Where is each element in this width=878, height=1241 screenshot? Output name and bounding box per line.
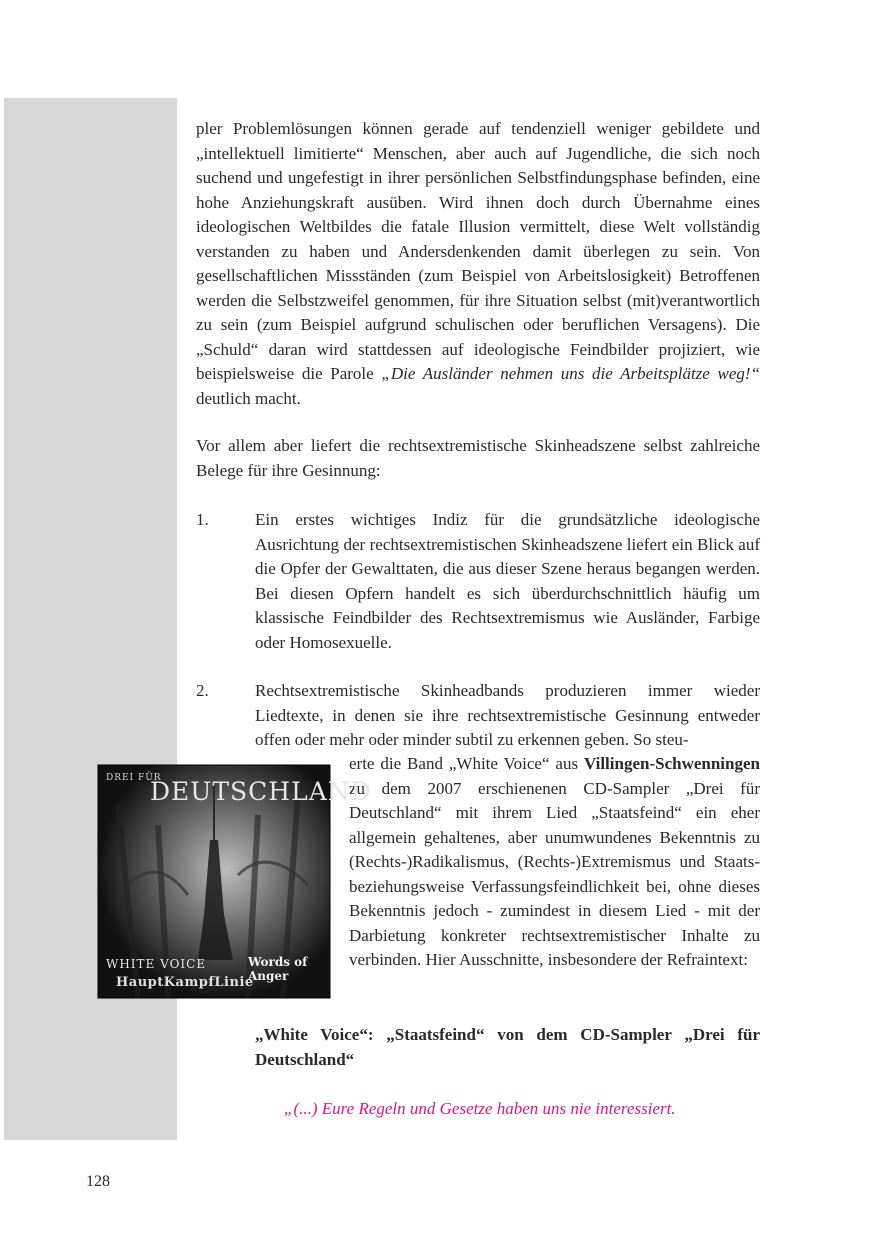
cover-band-name: HauptKampfLinie	[116, 975, 254, 990]
list-item-2	[196, 679, 760, 753]
place-link: Villingen-Schwenningen	[583, 754, 760, 773]
body-paragraph-2: Vor allem aber liefert die rechtsextremistische Skinheadszene selbst zahlreiche Belege für ihre Gesinnung:	[196, 436, 760, 480]
list-number: 1.	[196, 510, 209, 529]
cover-band-name: WHITE VOICE	[106, 957, 207, 971]
list-item-text-rest-b: zu dem 2007 erschienenen CD-Sampler „Drei für Deutschland“ mit ihrem Lied „Staatsfeind“ ein eher allgemein gehaltenes, aber unumwundenes Bekenntnis zu (Rechts-)Radikalismus, (Rechts-)Extremismus und Staats- beziehungsweise Verfassungsfeindlichkeit bei, ohne dieses Bekenntnis jedoch - zumindest in diesem Lied - mit der Darbietung konkreter rechtsextremistischer Inhalte zu verbinden. Hier Ausschnitte, insbesondere der Refraintext:	[349, 778, 760, 969]
list-item-text-rest-a: erte die Band „White Voice“ aus	[349, 754, 584, 773]
paragraph-1-tail: deutlich macht.	[196, 388, 301, 408]
cd-cover-image	[98, 765, 372, 998]
list-item-1	[196, 508, 760, 655]
slogan-quote: „Die Ausländer nehmen uns die Arbeitsplätze weg!“	[381, 364, 760, 383]
cover-label: DREI FÜR	[106, 773, 162, 783]
list-number: 2.	[196, 681, 209, 700]
song-quote-heading: „White Voice“: „Staatsfeind“ von dem CD-Sampler „Drei für Deutschland“	[255, 1025, 760, 1069]
list-item-text: Ein erstes wichtiges Indiz für die grundsätzliche ideologische Ausrichtung der rechtsextremistischen Skinheadszene liefert ein Blick auf die Opfer der Gewalttaten, die aus dieser Szene heraus begangen werden. Bei diesen Opfern handelt es sich überdurchschnittlich häufig um klassische Feindbilder des Rechtsextremismus wie Ausländer, Farbige oder Homosexuelle.	[255, 510, 760, 652]
body-paragraph-1	[196, 117, 760, 411]
page-number: 128	[86, 1173, 110, 1190]
list-item-2-continued	[349, 752, 760, 973]
cover-band-name: Words of Anger	[248, 955, 308, 983]
paragraph-1-lead: pler Problemlösungen können gerade auf tendenziell weniger gebildete und „intellektuell limitierte“ Menschen, aber auch auf Jugendliche, die sich noch suchend und ungefestigt in ihrer persönlichen Selbstfindungsphase befinden, eine hohe Anziehungskraft ausüben. Wird ihnen doch durch Übernahme eines ideologischen Weltbildes die fatale Illusion vermittelt, diese Welt vollständig verstanden zu haben und Andersdenkenden damit überlegen zu sein. Von gesellschaftlichen Missständen (zum Beispiel von Arbeitslosigkeit) Betroffenen werden die Selbstzweifel genommen, für ihre Situation selbst (mit)verantwortlich zu sein (zum Beispiel aufgrund schulischen oder beruflichen Versagens). Die „Schuld“ daran wird stattdessen auf ideologische Feindbilder projiziert, wie beispielsweise die Parole	[196, 119, 760, 383]
song-lyric-quote: „(...) Eure Regeln und Gesetze haben uns nie interessiert.	[284, 1099, 676, 1118]
list-item-text-top: Rechtsextremistische Skinheadbands produzieren immer wieder Liedtexte, in denen sie ihre rechtsextremistische Gesinnung entweder offen oder mehr oder minder subtil zu erkennen geben. So steu-	[255, 681, 760, 749]
cover-title: DEUTSCHLAND	[150, 777, 372, 806]
